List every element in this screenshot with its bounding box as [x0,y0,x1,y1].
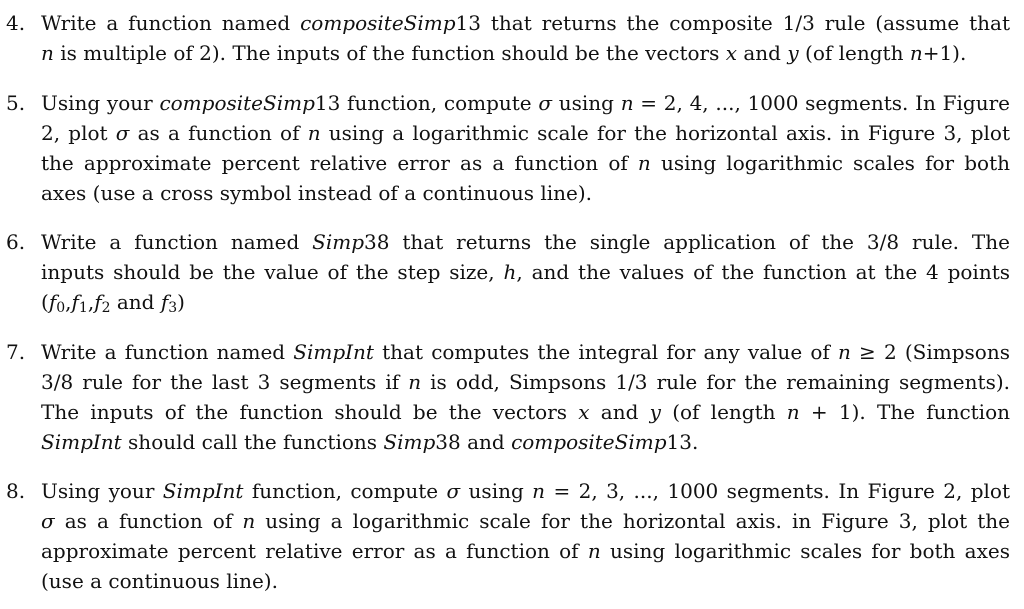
math-variable: Simp [383,430,436,454]
math-variable: f [48,290,57,314]
text-line: inputs should be the value of the step size, h, and the values of the function at the 4 points [41,260,1011,284]
math-variable: SimpInt [293,340,374,364]
text-line: 2, plot σ as a function of n using a logarithmic scale for the horizontal axis. in Figure 3, plot [41,121,1011,145]
item-number: 5. [6,91,26,115]
math-variable: f [71,290,79,314]
math-variable: n [909,41,923,65]
math-variable: σ [446,479,461,503]
math-variable: n [587,539,601,563]
text-line: n is multiple of 2). The inputs of the function should be the vectors x and y (of length n+1). [41,41,967,65]
text-line: Using your compositeSimp13 function, compute σ using n = 2, 4, ..., 1000 segments. In Figure [41,91,1010,115]
math-variable: n [637,151,651,175]
math-variable: h [503,260,517,284]
math-variable: y [787,41,799,65]
text-line: Write a function named SimpInt that computes the integral for any value of n ≥ 2 (Simpsons [41,340,1010,364]
math-variable: compositeSimp [511,430,667,454]
text-line: σ as a function of n using a logarithmic scale for the horizontal axis. in Figure 3, plot the [41,509,1011,533]
text-line: (use a continuous line). [41,569,278,593]
item-number: 8. [6,479,26,503]
text-line: Write a function named Simp38 that returns the single application of the 3/8 rule. The [41,230,1010,254]
math-variable: x [578,400,590,424]
text-line: The inputs of the function should be the vectors x and y (of length n + 1). The function [41,400,1011,424]
math-variable: n [307,121,321,145]
text-line: 3/8 rule for the last 3 segments if n is odd, Simpsons 1/3 rule for the remaining segments). [41,370,1010,394]
text-line: axes (use a cross symbol instead of a continuous line). [41,181,593,205]
text-line: approximate percent relative error as a function of n using logarithmic scales for both axes [41,539,1010,563]
math-variable: SimpInt [41,430,122,454]
math-variable: SimpInt [162,479,244,503]
item-number: 6. [6,230,26,254]
math-variable: n [532,479,546,503]
math-variable: n [408,370,422,394]
subscript: 0 [56,300,66,316]
math-variable: n [242,509,256,533]
math-variable: x [725,41,738,65]
text-line: Write a function named compositeSimp13 that returns the composite 1/3 rule (assume that [41,11,1010,35]
text-line: SimpInt should call the functions Simp38 and compositeSimp13. [41,430,699,454]
math-variable: compositeSimp [300,11,456,35]
math-variable: y [649,400,661,424]
math-variable: σ [115,121,130,145]
text-line: Using your SimpInt function, compute σ using n = 2, 3, ..., 1000 segments. In Figure 2, plot [41,479,1010,503]
math-variable: Simp [312,230,365,254]
item-number: 7. [6,340,26,364]
text-line: ($f_0,f_1,f_2$ and $f_3$) [41,290,185,316]
math-variable: f [94,290,102,314]
math-variable: n [786,400,800,424]
subscript: 2 [101,300,111,316]
math-variable: f [160,290,169,314]
text-line: the approximate percent relative error as a function of n using logarithmic scales for both [41,151,1011,175]
math-variable: n [41,41,54,65]
math-variable: σ [41,509,55,533]
subscript: 3 [168,300,178,316]
math-variable: σ [538,91,553,115]
math-variable: compositeSimp [159,91,315,115]
math-variable: n [620,91,634,115]
subscript: 1 [78,300,88,316]
item-number: 4. [6,11,26,35]
math-variable: n [837,340,851,364]
